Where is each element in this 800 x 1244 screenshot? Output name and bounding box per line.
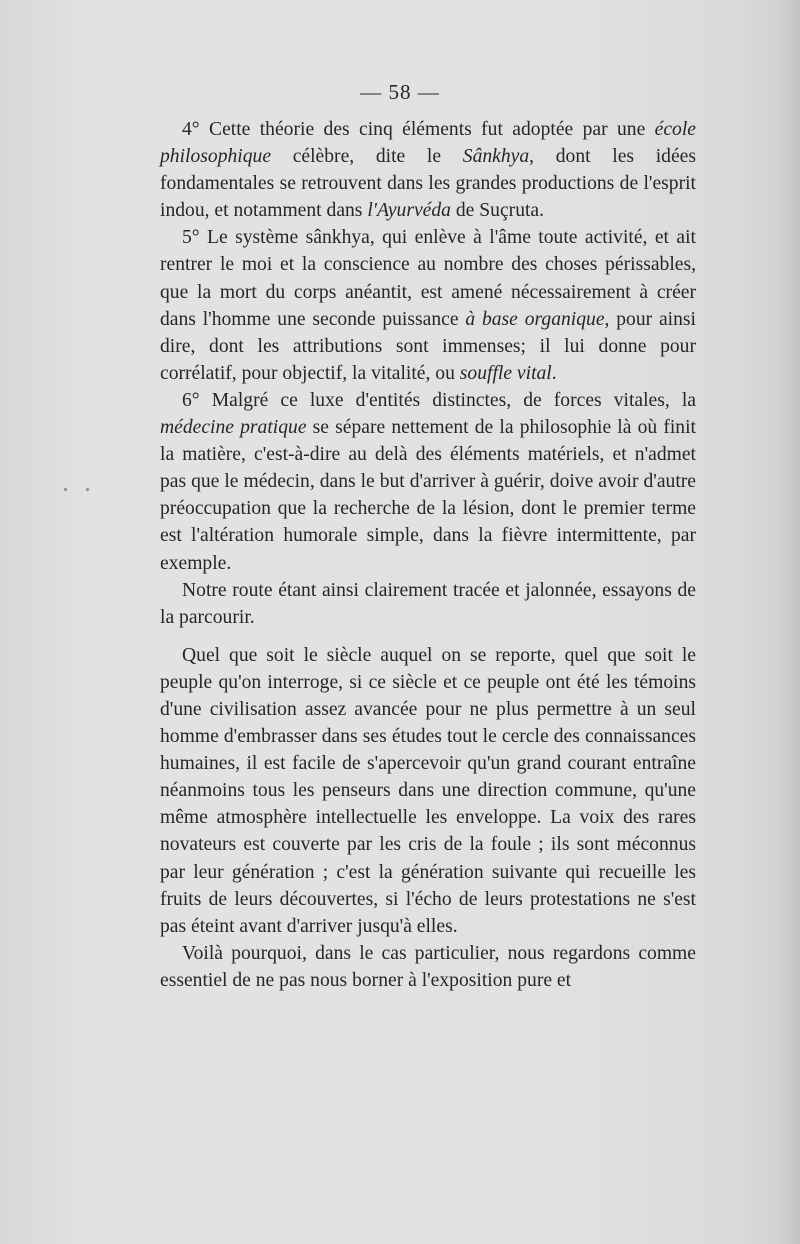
italic-text: école philosophique <box>160 119 696 168</box>
body-text <box>160 116 696 994</box>
page-fold-shadow <box>778 0 800 1244</box>
text-run: , dont les idées fondamentales se retrouvent dans les grandes productions de l'esprit indou, et notamment dans <box>160 146 697 222</box>
text-run: se sépare nettement de la philosophie là où finit la matière, c'est-à-dire au delà des éléments matériels, et n'admet pas que le médecin, dans le but d'arriver à guérir, doive avoir d'autre préoccupation que la recherche de la lésion, dont le premier terme est l'altération humorale simple, dans la fièvre intermittente, par exemple. <box>160 417 696 574</box>
text-run: célèbre, dite le <box>271 146 463 168</box>
paragraph-p5 <box>160 224 696 387</box>
paragraph-p9 <box>160 940 696 994</box>
paragraph-p6 <box>160 387 696 577</box>
text-run: . <box>551 362 557 384</box>
page-number: — 58 — <box>360 80 440 104</box>
text-run: Voilà pourquoi, dans le cas particulier, nous regardons comme essentiel de ne pas nous borner à l'exposition pure et <box>160 942 696 991</box>
text-run: 6° Malgré ce luxe d'entités distinctes, de forces vitales, la <box>182 389 696 411</box>
italic-text: à base organique <box>465 308 605 330</box>
text-run: , pour ainsi dire, dont les attributions sont immenses; il lui donne pour corrélatif, pour objectif, la vitalité, ou <box>160 308 696 384</box>
italic-text: souffle vital <box>459 362 552 384</box>
ink-speck <box>86 488 89 491</box>
text-run: 5° Le système sânkhya, qui enlève à l'âme toute activité, et ait rentrer le moi et la conscience au nombre des choses périssables, que la mort du corps anéantit, est amené nécessairement à créer dans l'homme une seconde puissance <box>160 227 696 330</box>
italic-text: médecine pratique <box>160 417 307 439</box>
italic-text: l'Ayurvéda <box>367 200 451 222</box>
text-run: Notre route étant ainsi clairement tracée et jalonnée, essayons de la parcourir. <box>160 579 696 628</box>
text-run: Quel que soit le siècle auquel on se reporte, quel que soit le peuple qu'on interroge, si ce siècle et ce peuple ont été les témoins d'une civilisation assez avancée pour ne plus permettre à un seul homme d'embrasser dans ses études tout le cercle des connaissances humaines, il est facile de s'apercevoir qu'un grand courant entraîne néanmoins tous les penseurs dans une direction commune, qu'une même atmosphère intellectuelle les enveloppe. La voix des rares novateurs est couverte par les cris de la foule ; ils sont méconnus par leur génération ; c'est la génération suivante qui recueille les fruits de leurs découvertes, si l'écho de leurs protestations ne s'est pas éteint avant d'arriver jusqu'à elles. <box>160 644 696 937</box>
text-run: de Suçruta. <box>450 200 545 222</box>
paragraph-p7 <box>160 577 696 631</box>
paragraph-p8 <box>160 642 696 940</box>
text-run: 4° Cette théorie des cinq éléments fut adoptée par une <box>182 119 655 140</box>
paragraph-p4 <box>160 116 696 224</box>
ink-speck <box>64 488 67 491</box>
italic-text: Sânkhya <box>462 146 530 168</box>
